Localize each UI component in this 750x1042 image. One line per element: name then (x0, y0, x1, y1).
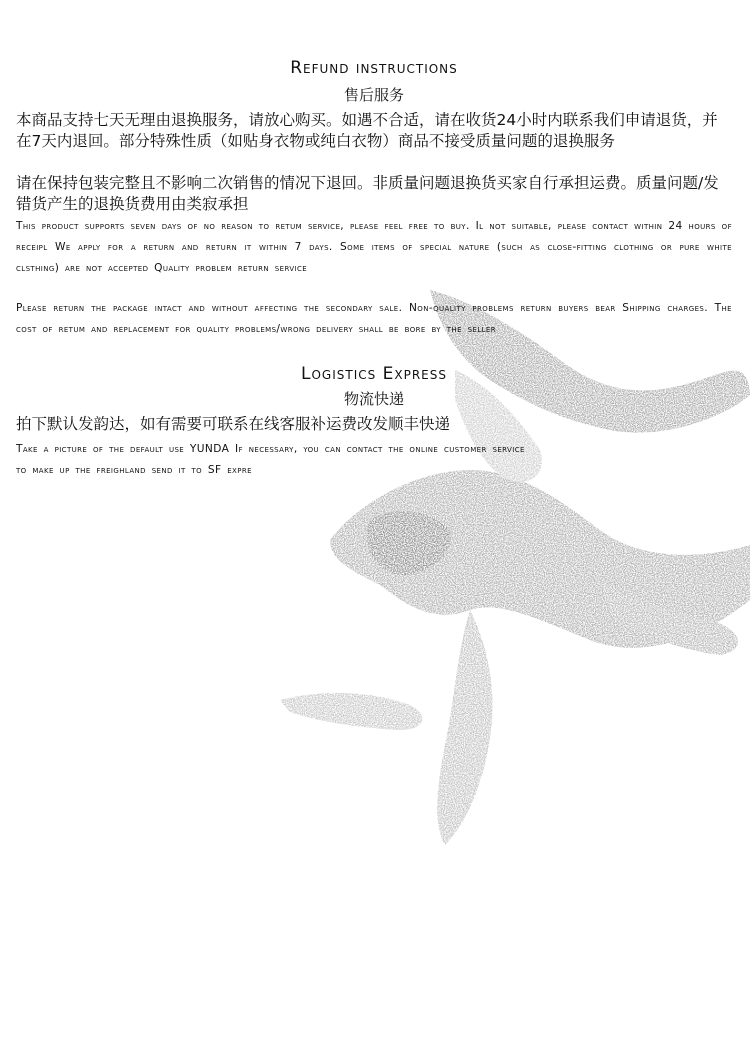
refund-title-en: Refund instructions (290, 58, 458, 78)
refund-policy-zh-paragraph-2: 请在保持包装完整且不影响二次销售的情况下退回。非质量问题退换货买家自行承担运费。质量问题/发错货产生的退换货费用由类寂承担 (16, 174, 719, 213)
logistics-note-en-line-2: to make up the freighland send it to SF expre (16, 464, 252, 476)
logistics-title-en: Logistics Express (301, 364, 447, 384)
logistics-title-zh: 物流快递 (343, 390, 404, 408)
refund-policy-zh-paragraph-1: 本商品支持七天无理由退换服务，请放心购买。如遇不合适，请在收货24小时内联系我们申请退货，并在7天内退回。部分特殊性质（如贴身衣物或纯白衣物）商品不接受质量问题的退换服务 (16, 111, 718, 150)
logistics-note-zh: 拍下默认发韵达，如有需要可联系在线客服补运费改发顺丰快递 (16, 415, 451, 433)
logistics-note-en-line-1: Take a picture of the default use YUNDA If necessary, you can contact the online customer service (16, 443, 525, 455)
refund-policy-en-paragraph-2: Please return the package intact and without affecting the secondary sale. Non-quality problems return buyers bear Shipping charges. The cost of retum and replacement for quality problems/wrong delivery shall be bore by the seller (16, 302, 732, 335)
refund-title-zh: 售后服务 (343, 86, 404, 104)
refund-policy-en-paragraph-1: This product supports seven days of no reason to retum service, please feel free to buy. Il not suitable, please contact within 24 hours of receipl We apply for a return and return it within 7 days. Some items of special nature (such as close-fitting clothing or pure white clsthing) are not accepted Quality problem return service (16, 220, 732, 274)
